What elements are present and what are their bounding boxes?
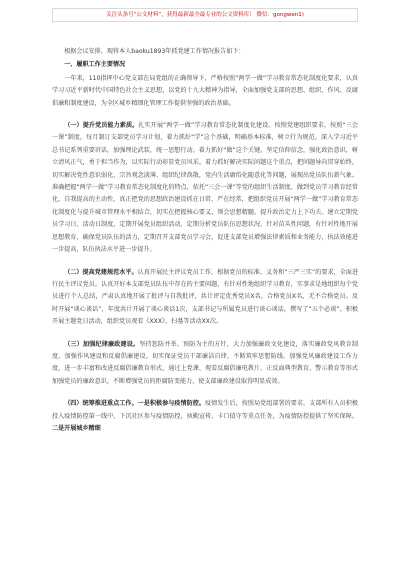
section-heading: 一、履职工作主要情况 xyxy=(64,61,126,69)
overview-paragraph: 一年来，110指挥中心党支部在局党组的正确领导下，严格按照“两学一做”学习教育常态化制度化要求，认真学习习近平新时代中国特色社会主义思想，以党的十九大精神为指导，全面加强党支部的思想、组织、作风、反腐倡廉和制度建设，为全区城乡精细化管理工作提供坚强的政治基础。 xyxy=(52,74,358,107)
paragraph-sublead: 一是积极参与疫情防控。 xyxy=(137,400,205,408)
paragraph-lead: （三）加强纪律廉政建设。 xyxy=(64,340,140,348)
paragraph-body: 扎实开展“两学一做”学习教育常态化制度化建设。按照党建组织要求，按照“三会一课”制度，每月制订支部党员学习计划，着力抓好“学”这个基础，明确基本标准，树立行为规范，深入学习近平总书记系列重要讲话，加强理论武装，统一思想行动。着力抓好“做”这个关键，坚定信仰信念，强化政治意识，树立清风正气，勇于担当作为，以实际行动彰显党员风采。着力抓好解决实际问题这个重点，把问题导向贯穿始终，切实解决党性意识弱化、宗旨观念淡薄、组织纪律涣散，党内生活庸俗化随意化等问题，展现出党员队伍新气象。准确把握“两学一做”学习教育常态化制度化的特点，依托“三会一课”等党的组织生活制度，做到党员学习教育经常化，自我提高的主动性，真正把党的思想政治建设抓在日常、严在经常，把组织党员开展“两学一做”学习教育常态化制度化与提升城市管理水平相结合，切实在把握核心要义、领会思想精髓、提升政治定力上下功夫。建立定期党员学习日、活动日制度，定期开展党员组织活动，定期分析党员队伍思想状况，针对苗头性问题，有针对性地开展思想教育，确保党员队伍的活力，定期召开支部党员学习会，促进支部党员增强法律素质和业务能力，执法效能进一步提高，队伍执法水平进一步提升。 xyxy=(52,122,358,254)
paragraph-key-work xyxy=(52,398,358,435)
intro-paragraph: 根据会议安排，现将本人baoku1893年抓党建工作情况报告如下： xyxy=(64,48,245,55)
document-body xyxy=(52,46,358,445)
paragraph-lead: （四）统筹推进重点工作。 xyxy=(64,400,138,408)
paragraph-body: 疫情发生后，按照局党组部署的要求，支部所有人员积极投入疫情防控第一线中，下沉社区参与疫情防控，执勤宣传、卡口值守等重点任务，为疫情防控提供了坚实保障。 xyxy=(52,400,359,420)
paragraph-tail: 二是开展城乡精细 xyxy=(52,424,101,432)
paragraph-body: 认真开展民主评议党员工作，根据党员的标准、义务和“三严三实”的要求，全面进行民主评议党员。认真开好本支部党员队伍中存在的主要问题，有针对性地组织学习教育，实事求是地组织每个党员进行个人总结，严肃认真地开展了批评与自我批评，共计评定优秀党员X名，合格党员X名，无不合格党员。及时开展“谈心谈话”，年度共计开展了谈心谈话1次，支部书记与所属党员进行谈心谈话，撰写了“五个必谈”。积极开展主题党日活动，组织党员观看《XXX》、扫墓等活动XX次。 xyxy=(52,268,358,326)
paragraph-lead: （一）提升党员能力素质。 xyxy=(64,122,139,130)
promo-banner[interactable]: 关注头条号“公文材料”，获得最新最全最专业的公文资料库！ 微信：gongwen1) xyxy=(52,8,358,22)
paragraph-body: 坚持惩防并举、预防为主的方针，大力加强廉政文化建设，落实廉政党风教育制度，加强作风建设和反腐倡廉建设。切实保证党员干部廉洁自律，不断筑牢思想防线。加强党风廉政建设工作力度，进一步丰富和改进反腐倡廉教育形式，通过上党课、观看反腐倡廉电教片、正反面典型教育、警示教育等形式加强党员的廉政意识，不断增强党员的拒腐防变能力，使支部廉政建设取得明显成效。 xyxy=(52,340,359,385)
paragraph-lead: （二）提高党建规范水平。 xyxy=(64,268,138,276)
paragraph-standards xyxy=(52,267,358,329)
paragraph-capability xyxy=(52,120,358,256)
paragraph-discipline xyxy=(52,339,358,389)
